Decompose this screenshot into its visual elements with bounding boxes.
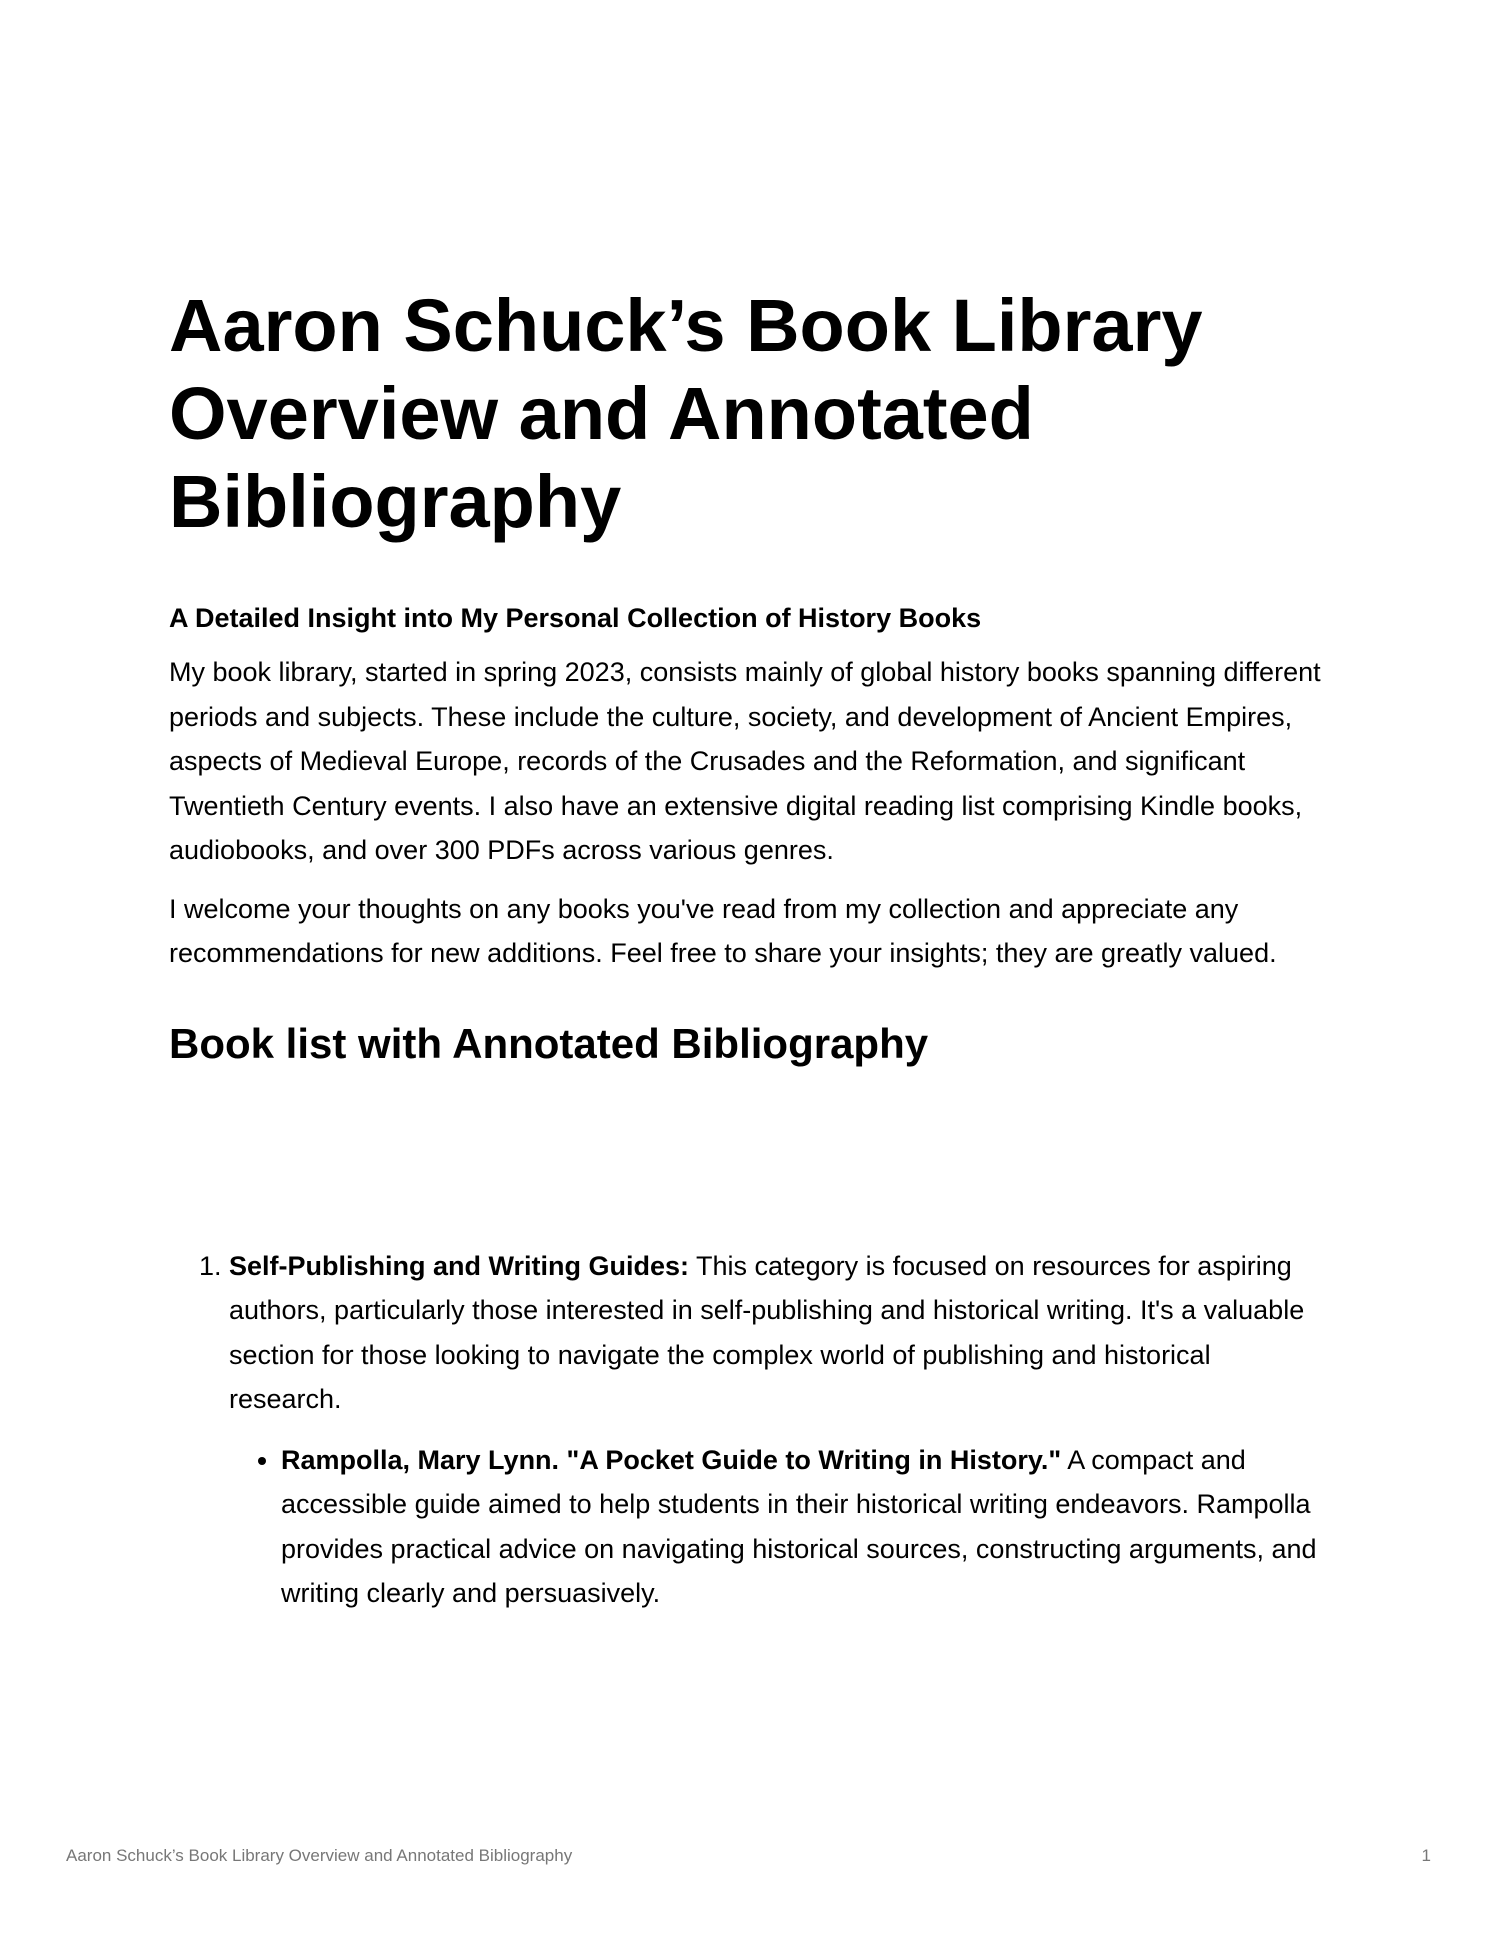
invitation-paragraph: I welcome your thoughts on any books you've read from my collection and appreciate any recommendations for new additions. Feel free to share your insights; they are greatly valued. — [169, 893, 1277, 968]
category-name: Self-Publishing and Writing Guides: — [229, 1250, 690, 1281]
page-number: 1 — [1421, 1846, 1431, 1865]
document-title: Aaron Schuck’s Book Library Overview and Annotated Bibliography — [169, 284, 1203, 543]
footer-title: Aaron Schuck’s Book Library Overview and Annotated Bibliography — [66, 1846, 573, 1865]
intro-paragraph: My book library, started in spring 2023, consists mainly of global history books spanning different periods and subjects. These include the culture, society, and development of Ancient Empires, aspects of Medieval Europe, records of the Crusades and the Reformation, and significant Twentieth Century events. I also have an extensive digital reading list comprising Kindle books, audiobooks, and over 300 PDFs across various genres. — [169, 657, 1321, 865]
section-heading: Book list with Annotated Bibliography — [169, 1019, 929, 1067]
category-item — [229, 1244, 1329, 1616]
book-annotation: A compact and accessible guide aimed to help students in their historical writing endeavors. Rampolla provides practical advice on navigating historical sources, constructing arguments, and writing clearly and persuasively. — [281, 1444, 1317, 1608]
page-footer — [66, 1846, 1431, 1866]
category-list — [169, 1244, 1329, 1616]
book-citation: Rampolla, Mary Lynn. "A Pocket Guide to Writing in History." — [281, 1444, 1062, 1475]
document-subtitle: A Detailed Insight into My Personal Collection of History Books — [169, 603, 982, 633]
book-entry — [281, 1438, 1329, 1616]
category-description: This category is focused on resources for aspiring authors, particularly those interested in self-publishing and historical writing. It's a valuable section for those looking to navigate the complex world of publishing and historical research. — [229, 1250, 1305, 1414]
book-list — [229, 1438, 1329, 1616]
document-body — [169, 282, 1329, 1616]
